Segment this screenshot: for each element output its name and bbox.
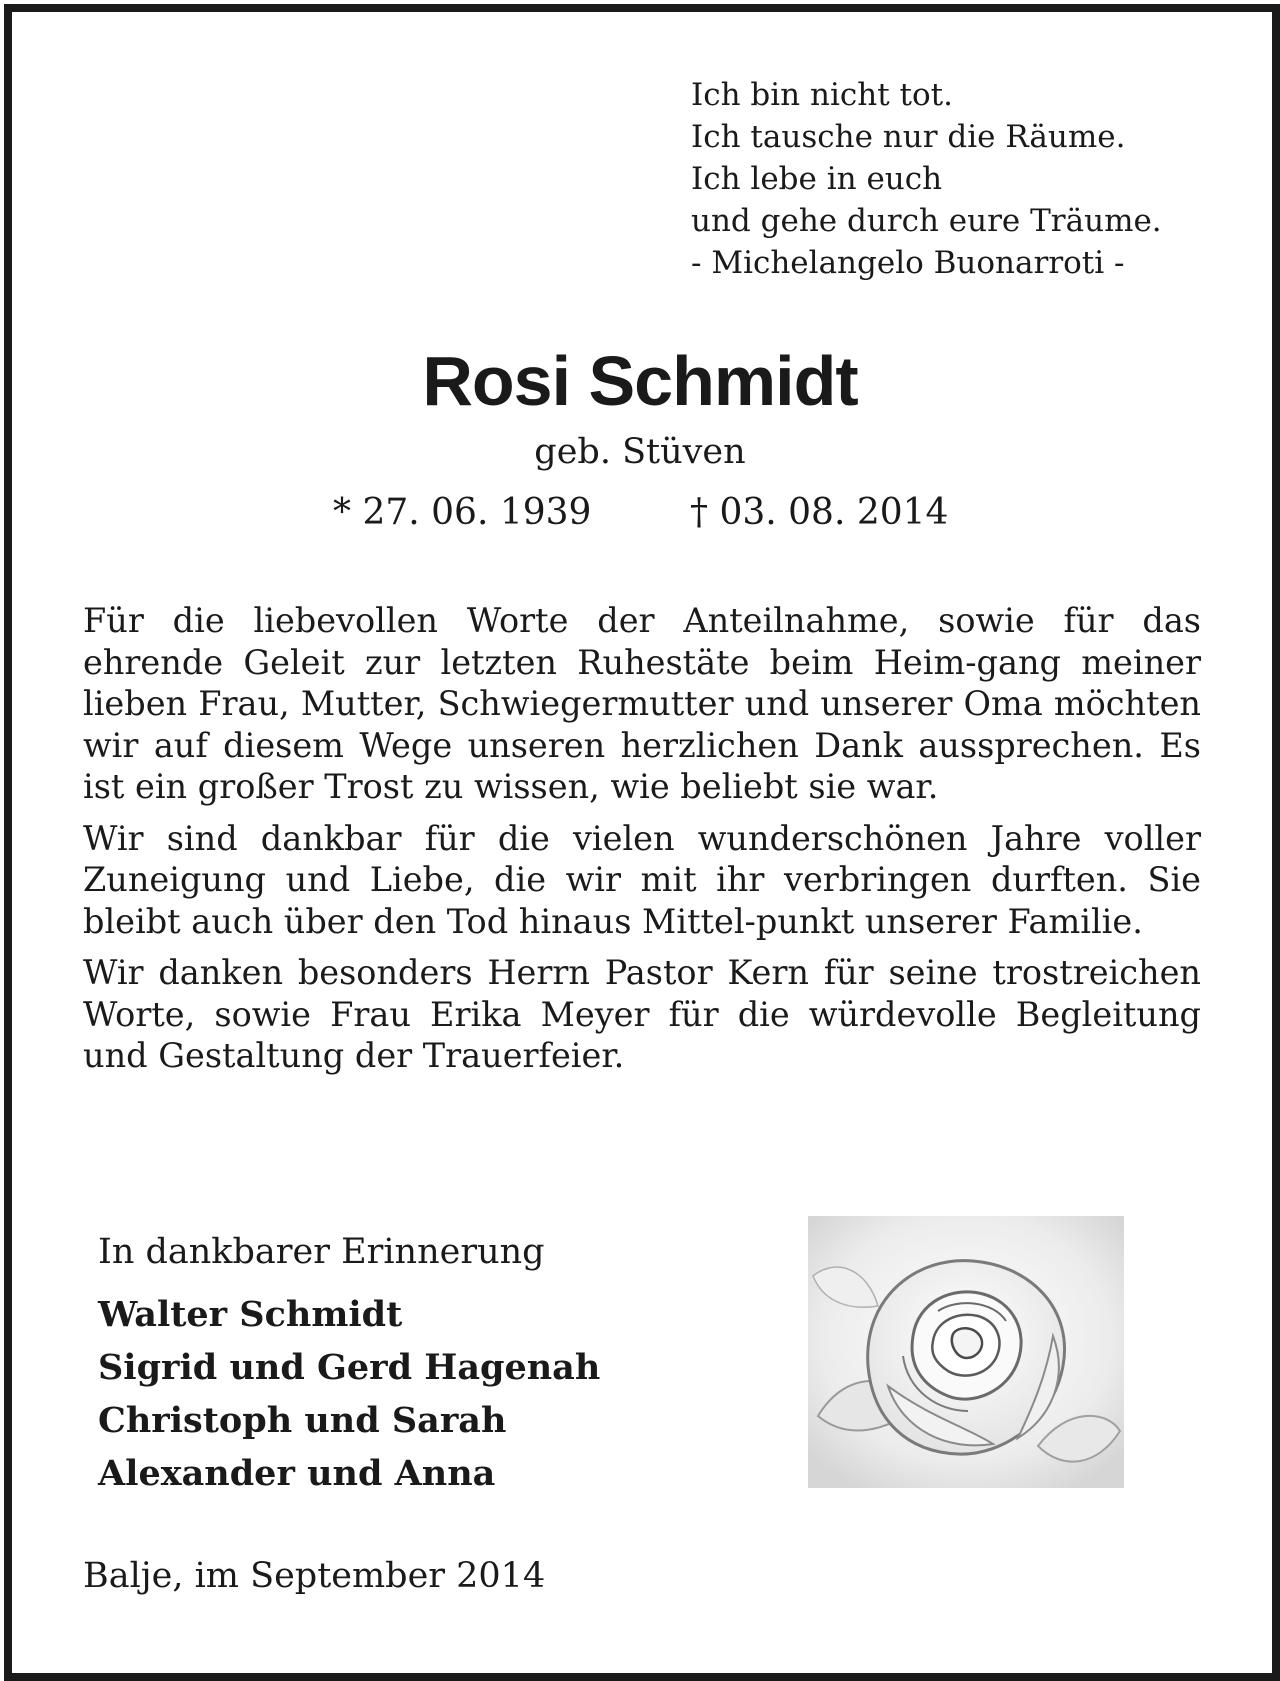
maiden-name: geb. Stüven: [534, 432, 746, 472]
closing-phrase: In dankbarer Erinnerung: [98, 1232, 545, 1272]
signers-list: [98, 1288, 600, 1500]
quote-line: Ich lebe in euch: [691, 161, 943, 197]
signer-name: Sigrid und Gerd Hagenah: [98, 1347, 601, 1388]
signer-name: Alexander und Anna: [98, 1453, 496, 1494]
quote-line: und gehe durch eure Träume.: [691, 203, 1162, 239]
quote-attribution: - Michelangelo Buonarroti -: [691, 245, 1125, 281]
rose-image: [808, 1216, 1124, 1488]
signer-name: Christoph und Sarah: [98, 1400, 507, 1441]
paragraph: Für die liebevollen Worte der Anteilnahme, sowie für das ehrende Geleit zur letzten Ruhestäte beim Heim-gang meiner lieben Frau, Mutter, Schwiegermutter und unserer Oma möchten wir auf diesem Wege unseren herzlichen Dank aussprechen. Es ist ein großer Trost zu wissen, wie beliebt sie war.: [83, 601, 1201, 806]
memorial-quote: [691, 74, 1231, 284]
death-date: † 03. 08. 2014: [690, 492, 949, 533]
paragraph: Wir danken besonders Herrn Pastor Kern für seine trostreichen Worte, sowie Frau Erika Meyer für die würdevolle Begleitung und Gestaltung der Trauerfeier.: [83, 953, 1201, 1075]
birth-date: * 27. 06. 1939: [333, 492, 592, 533]
quote-line: Ich tausche nur die Räume.: [691, 119, 1126, 155]
place-and-date: Balje, im September 2014: [83, 1556, 546, 1596]
paragraph: Wir sind dankbar für die vielen wunderschönen Jahre voller Zuneigung und Liebe, die wir mit ihr verbringen durften. Sie bleibt auch über den Tod hinaus Mittel-punkt unserer Familie.: [83, 818, 1201, 941]
quote-line: Ich bin nicht tot.: [691, 77, 953, 113]
signer-name: Walter Schmidt: [98, 1294, 403, 1335]
deceased-name: Rosi Schmidt: [422, 342, 858, 420]
thank-you-text: [83, 600, 1201, 1087]
